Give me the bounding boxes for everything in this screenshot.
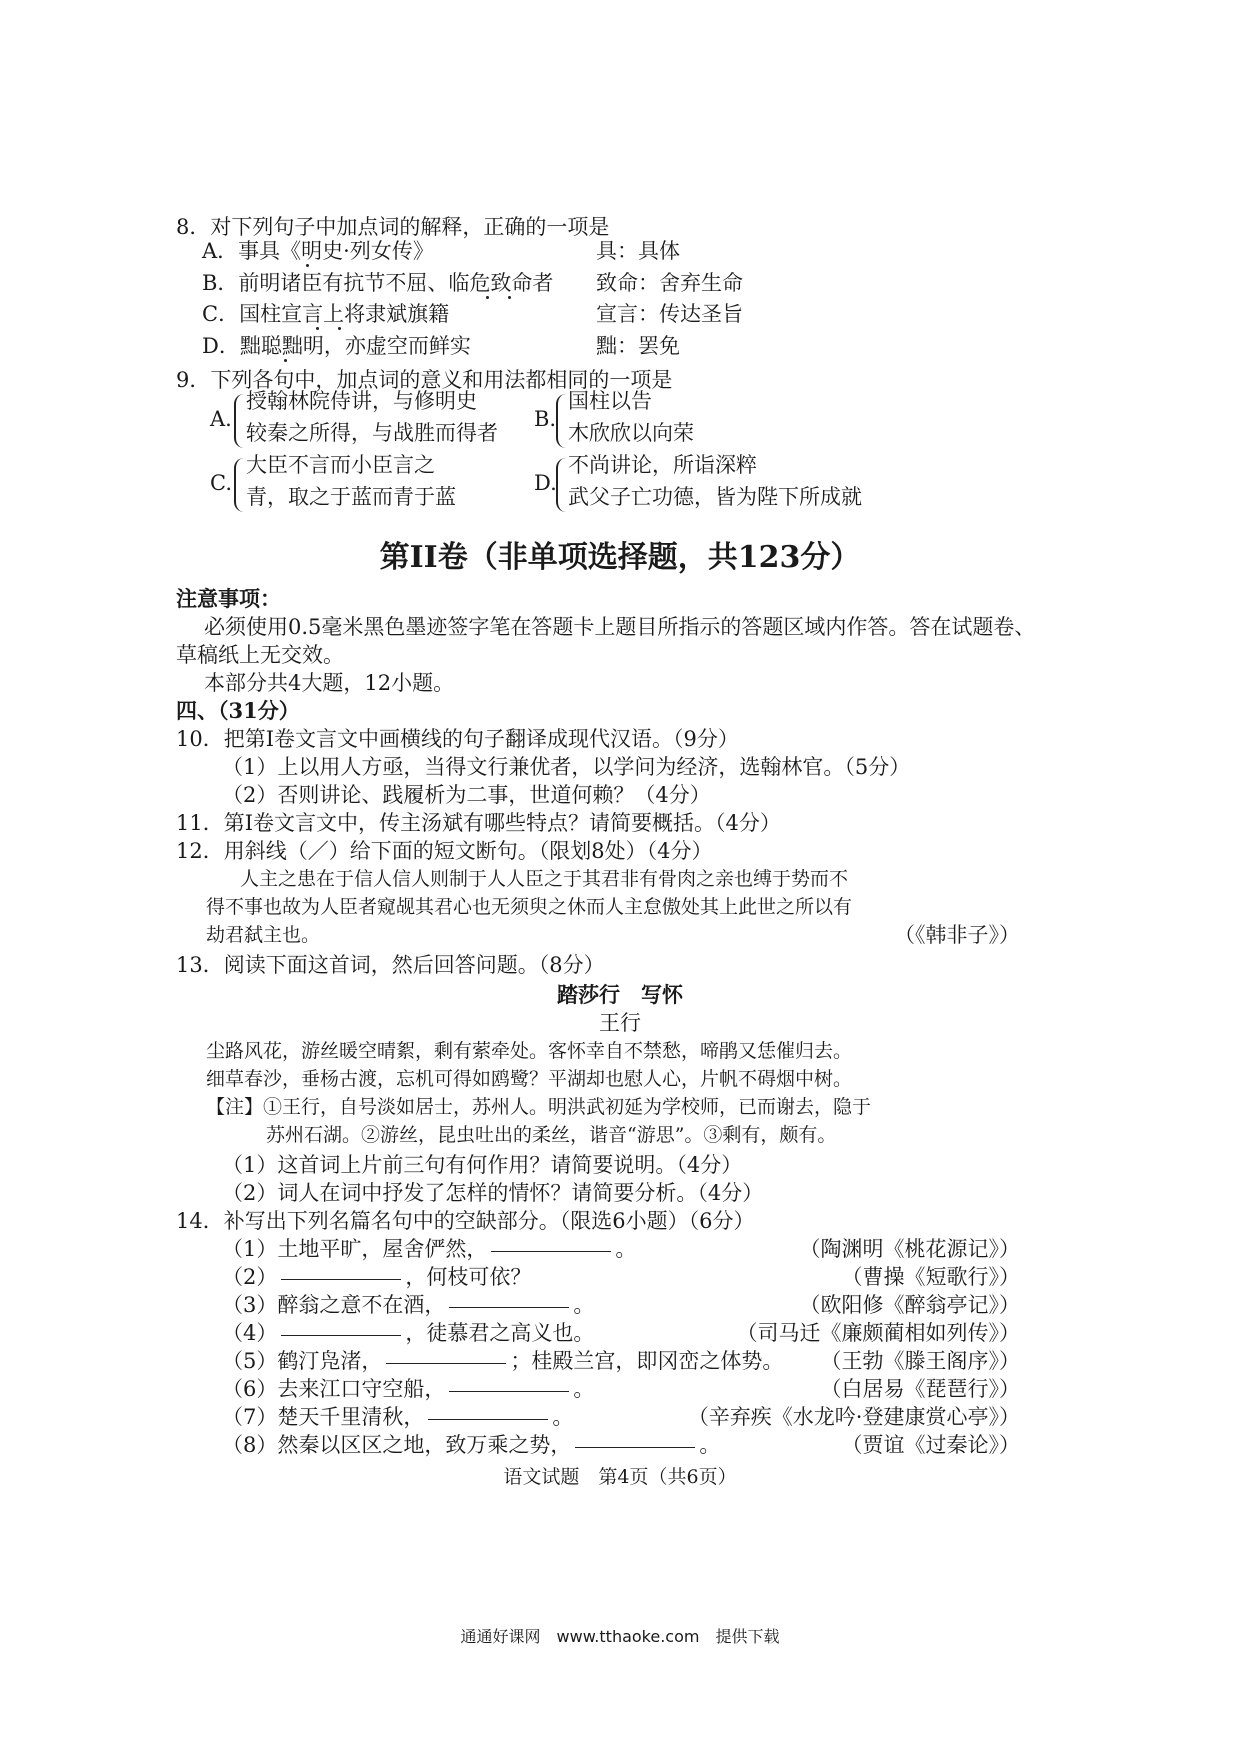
q9-option-a-line2: 较秦之所得，与战胜而得者 (246, 421, 498, 445)
q14-item-5-source: （王勃《滕王阁序》） (820, 1349, 1020, 1373)
q10-stem: 10．把第Ⅰ卷文言文中画横线的句子翻译成现代汉语。（9分） (176, 727, 739, 751)
q12-stem: 12．用斜线（／）给下面的短文断句。（限划8处）（4分） (176, 839, 713, 863)
q11-stem: 11．第Ⅰ卷文言文中，传主汤斌有哪些特点？请简要概括。（4分） (176, 811, 781, 835)
notice-line-3: 本部分共4大题，12小题。 (204, 671, 455, 695)
q9-option-d-label: D. (534, 471, 557, 495)
q14-item-5: （5）鹤汀凫渚， ；桂殿兰宫，即冈峦之体势。 (222, 1349, 784, 1373)
q14-item-1: （1）土地平旷，屋舍俨然， 。 (222, 1237, 637, 1261)
poem-line-2: 细草春沙，垂杨古渡，忘机可得如鸥鹭？平湖却也慰人心，片帆不碍烟中树。 (206, 1068, 853, 1090)
answer-blank[interactable] (386, 1362, 506, 1364)
q9-option-a-label: A. (210, 407, 232, 431)
answer-blank[interactable] (575, 1446, 695, 1448)
q14-item-6: （6）去来江口守空船， 。 (222, 1377, 595, 1401)
q8-stem: 8．对下列句子中加点词的解释，正确的一项是 (176, 215, 610, 239)
q13-stem: 13．阅读下面这首词，然后回答问题。（8分） (176, 953, 605, 977)
q9-option-b-line1: 国柱以告 (568, 389, 652, 413)
q13-item-1: （1）这首词上片前三句有何作用？请简要说明。（4分） (222, 1153, 743, 1177)
brace-icon (234, 458, 246, 512)
answer-blank[interactable] (281, 1278, 401, 1280)
poem-author: 王行 (599, 1011, 641, 1035)
q14-item-8: （8）然秦以区区之地，致万乘之势， 。 (222, 1433, 721, 1457)
q12-passage-line-2: 得不事也故为人臣者窥觇其君心也无须臾之休而人主怠傲处其上此世之所以有 (206, 896, 853, 918)
q14-stem: 14．补写出下列名篇名句中的空缺部分。（限选6小题）（6分） (176, 1209, 755, 1233)
answer-blank[interactable] (491, 1250, 611, 1252)
q14-item-2: （2） ，何枝可依？ (222, 1265, 532, 1289)
q8-option-a: A．事具《明史·列女传》 (202, 239, 434, 263)
q14-item-6-source: （白居易《琵琶行》） (820, 1377, 1020, 1401)
emphasis-dot (338, 327, 341, 330)
q12-passage-line-1: 人主之患在于信人信人则制于人人臣之于其君非有骨肉之亲也缚于势而不 (240, 868, 849, 890)
q12-source: （《韩非子》） (894, 923, 1020, 947)
q14-item-1-source: （陶渊明《桃花源记》） (799, 1237, 1020, 1261)
notice-line-1: 必须使用0.5毫米黑色墨迹签字笔在答题卡上题目所指示的答题区域内作答。答在试题卷、 (204, 615, 1036, 639)
q14-item-3-source: （欧阳修《醉翁亭记》） (799, 1293, 1020, 1317)
q9-option-c-label: C. (210, 471, 232, 495)
brace-icon (556, 458, 568, 512)
q9-option-b-line2: 木欣欣以向荣 (568, 421, 694, 445)
emphasis-dot (306, 264, 309, 267)
section-title: 第II卷（非单项选择题，共123分） (379, 540, 861, 575)
answer-blank[interactable] (428, 1418, 548, 1420)
q12-passage-line-3: 劫君弑主也。 (206, 924, 321, 946)
download-watermark: 通通好课网 www.tthaoke.com 提供下载 (460, 1627, 780, 1646)
poem-line-1: 尘路风花，游丝暖空晴絮，剩有萦牵处。客怀幸自不禁愁，啼鹃又恁催归去。 (206, 1040, 853, 1062)
notice-line-2: 草稿纸上无交效。 (176, 643, 344, 667)
q8-option-d: D．黜聪黜明，亦虚空而鲜实 (202, 334, 471, 358)
q14-item-7-source: （辛弃疾《水龙吟·登建康赏心亭》） (687, 1405, 1020, 1429)
brace-icon (556, 394, 568, 448)
q8-option-c-explain: 宣言：传达圣旨 (596, 302, 743, 326)
answer-blank[interactable] (449, 1390, 569, 1392)
q9-option-d-line1: 不尚讲论，所诣深粹 (568, 453, 757, 477)
q8-option-c: C．国柱宣言上将隶斌旗籍 (202, 302, 450, 326)
q13-item-2: （2）词人在词中抒发了怎样的情怀？请简要分析。（4分） (222, 1181, 764, 1205)
q9-option-b-label: B. (534, 407, 557, 431)
q10-item-2: （2）否则讲论、践履析为二事，世道何赖？（4分） (222, 783, 711, 807)
poem-note-2: 苏州石湖。②游丝，昆虫吐出的柔丝，谐音“游思”。③剩有，颇有。 (266, 1124, 837, 1146)
q14-item-7: （7）楚天千里清秋， 。 (222, 1405, 574, 1429)
q8-option-d-explain: 黜：罢免 (596, 334, 680, 358)
q8-option-a-explain: 具：具体 (596, 239, 680, 263)
emphasis-dot (486, 296, 489, 299)
page-footer: 语文试题 第4页（共6页） (503, 1466, 737, 1488)
q9-option-c-line1: 大臣不言而小臣言之 (246, 453, 435, 477)
answer-blank[interactable] (449, 1306, 569, 1308)
q14-item-8-source: （贾谊《过秦论》） (841, 1433, 1020, 1457)
q8-option-b-explain: 致命：舍弃生命 (596, 271, 743, 295)
emphasis-dot (284, 359, 287, 362)
q9-option-c-line2: 青，取之于蓝而青于蓝 (246, 485, 456, 509)
part4-heading: 四、（31分） (176, 698, 300, 723)
notice-heading: 注意事项： (176, 586, 281, 611)
emphasis-dot (508, 296, 511, 299)
q9-option-a-line1: 授翰林院侍讲，与修明史 (246, 389, 477, 413)
answer-blank[interactable] (281, 1334, 401, 1336)
q10-item-1: （1）上以用人方亟，当得文行兼优者，以学问为经济，选翰林官。（5分） (222, 755, 911, 779)
poem-note-1: 【注】①王行，自号淡如居士，苏州人。明洪武初延为学校师，已而谢去，隐于 (206, 1096, 872, 1118)
emphasis-dot (316, 327, 319, 330)
poem-title: 踏莎行 写怀 (557, 982, 683, 1007)
q8-option-b: B．前明诸臣有抗节不屈、临危致命者 (202, 271, 554, 295)
q9-option-d-line2: 武父子亡功德，皆为陛下所成就 (568, 485, 862, 509)
q14-item-2-source: （曹操《短歌行》） (841, 1265, 1020, 1289)
q14-item-4-source: （司马迁《廉颇蔺相如列传》） (736, 1321, 1020, 1345)
q14-item-4: （4） ，徒慕君之高义也。 (222, 1321, 595, 1345)
q9-stem: 9．下列各句中，加点词的意义和用法都相同的一项是 (176, 368, 673, 392)
brace-icon (234, 394, 246, 448)
q14-item-3: （3）醉翁之意不在酒， 。 (222, 1293, 595, 1317)
